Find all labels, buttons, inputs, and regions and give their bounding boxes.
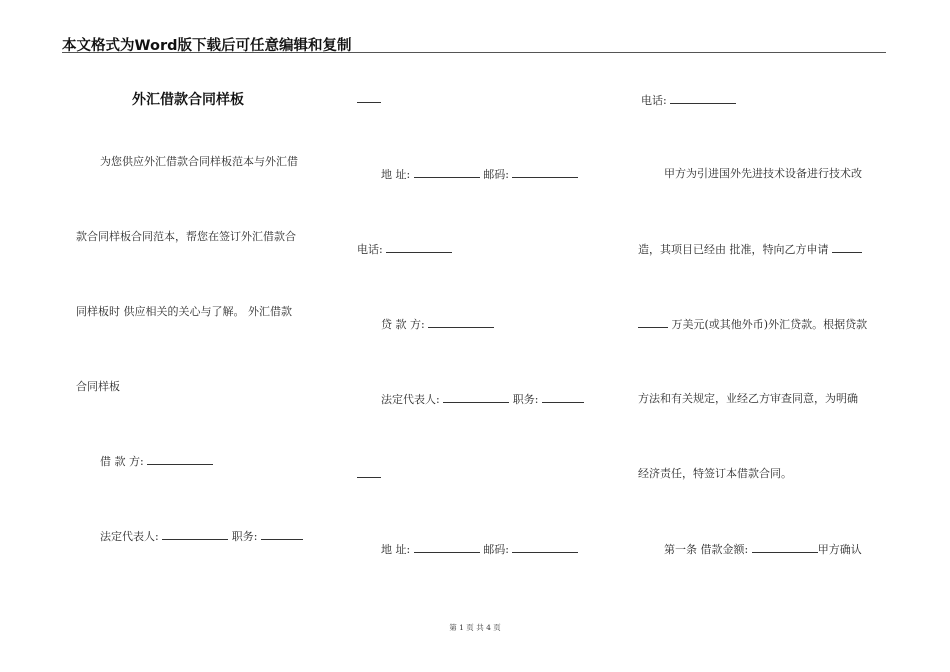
article1-row — [664, 542, 862, 557]
lender-legal-rep-blank — [443, 392, 509, 403]
postcode-blank — [512, 167, 578, 178]
borrower-blank — [147, 454, 213, 465]
continuation-blank-1-line — [357, 92, 381, 103]
para-line-2 — [638, 242, 862, 257]
document-title: 外汇借款合同样板 — [132, 92, 244, 108]
phone-label: 电话: — [357, 243, 383, 256]
para-line-2-text: 造，其项目已经由 批准，特向乙方申请 — [638, 243, 829, 256]
para-line-3 — [638, 317, 867, 332]
legal-rep-row — [100, 529, 303, 544]
postcode-blank-2 — [512, 542, 578, 553]
column-2 — [357, 0, 607, 672]
legal-rep-blank — [162, 529, 228, 540]
address-blank-2 — [414, 542, 480, 553]
para-line-1: 甲方为引进国外先进技术设备进行技术改 — [664, 167, 862, 180]
address-blank — [414, 167, 480, 178]
document-header: 本文格式为Word版下载后可任意编辑和复制 — [62, 38, 352, 54]
address-row-1 — [381, 167, 578, 182]
continuation-blank-2-line — [357, 467, 381, 478]
postcode-label: 邮码: — [483, 168, 509, 181]
lender-legal-rep-label: 法定代表人: — [381, 393, 440, 406]
lender-position-blank — [542, 392, 584, 403]
article1-blank — [752, 542, 818, 553]
lender-blank — [428, 317, 494, 328]
borrower-label: 借 款 方: — [100, 455, 144, 468]
continuation-blank-1 — [357, 92, 381, 107]
column-1 — [76, 0, 326, 672]
lender-label: 贷 款 方: — [381, 318, 425, 331]
intro-line-3: 同样板时 供应相关的关心与了解。 外汇借款 — [76, 305, 292, 318]
phone-row-1 — [357, 242, 452, 257]
phone-blank-2 — [670, 93, 736, 104]
continuation-blank-2 — [357, 467, 381, 482]
address-label-2: 地 址: — [381, 543, 411, 556]
lender-position-label: 职务: — [512, 393, 539, 406]
position-blank — [261, 529, 303, 540]
address-row-2 — [381, 542, 578, 557]
article1-label: 第一条 借款金额: — [664, 543, 749, 556]
phone-blank — [386, 242, 452, 253]
application-blank — [832, 242, 862, 253]
legal-rep-label: 法定代表人: — [100, 530, 159, 543]
para-line-3-text: 万美元(或其他外币)外汇贷款。根据贷款 — [671, 318, 868, 331]
page-footer: 第 1 页 共 4 页 — [449, 623, 501, 632]
phone-row-2 — [641, 93, 736, 108]
borrower-row — [100, 454, 213, 469]
intro-line-4: 合同样板 — [76, 380, 120, 393]
position-label: 职务: — [231, 530, 258, 543]
intro-line-2: 款合同样板合同范本，帮您在签订外汇借款合 — [76, 230, 296, 243]
lender-row — [381, 317, 494, 332]
intro-line-1: 为您供应外汇借款合同样板范本与外汇借 — [100, 155, 298, 168]
address-label: 地 址: — [381, 168, 411, 181]
para-line-4: 方法和有关规定，业经乙方审查同意，为明确 — [638, 392, 858, 405]
para-line-5: 经济责任，特签订本借款合同。 — [638, 467, 792, 480]
lender-legal-rep-row — [381, 392, 584, 407]
phone-label-2: 电话: — [641, 94, 667, 107]
amount-blank — [638, 317, 668, 328]
column-3 — [638, 0, 888, 672]
article1-tail: 甲方确认 — [817, 543, 862, 556]
postcode-label-2: 邮码: — [483, 543, 509, 556]
